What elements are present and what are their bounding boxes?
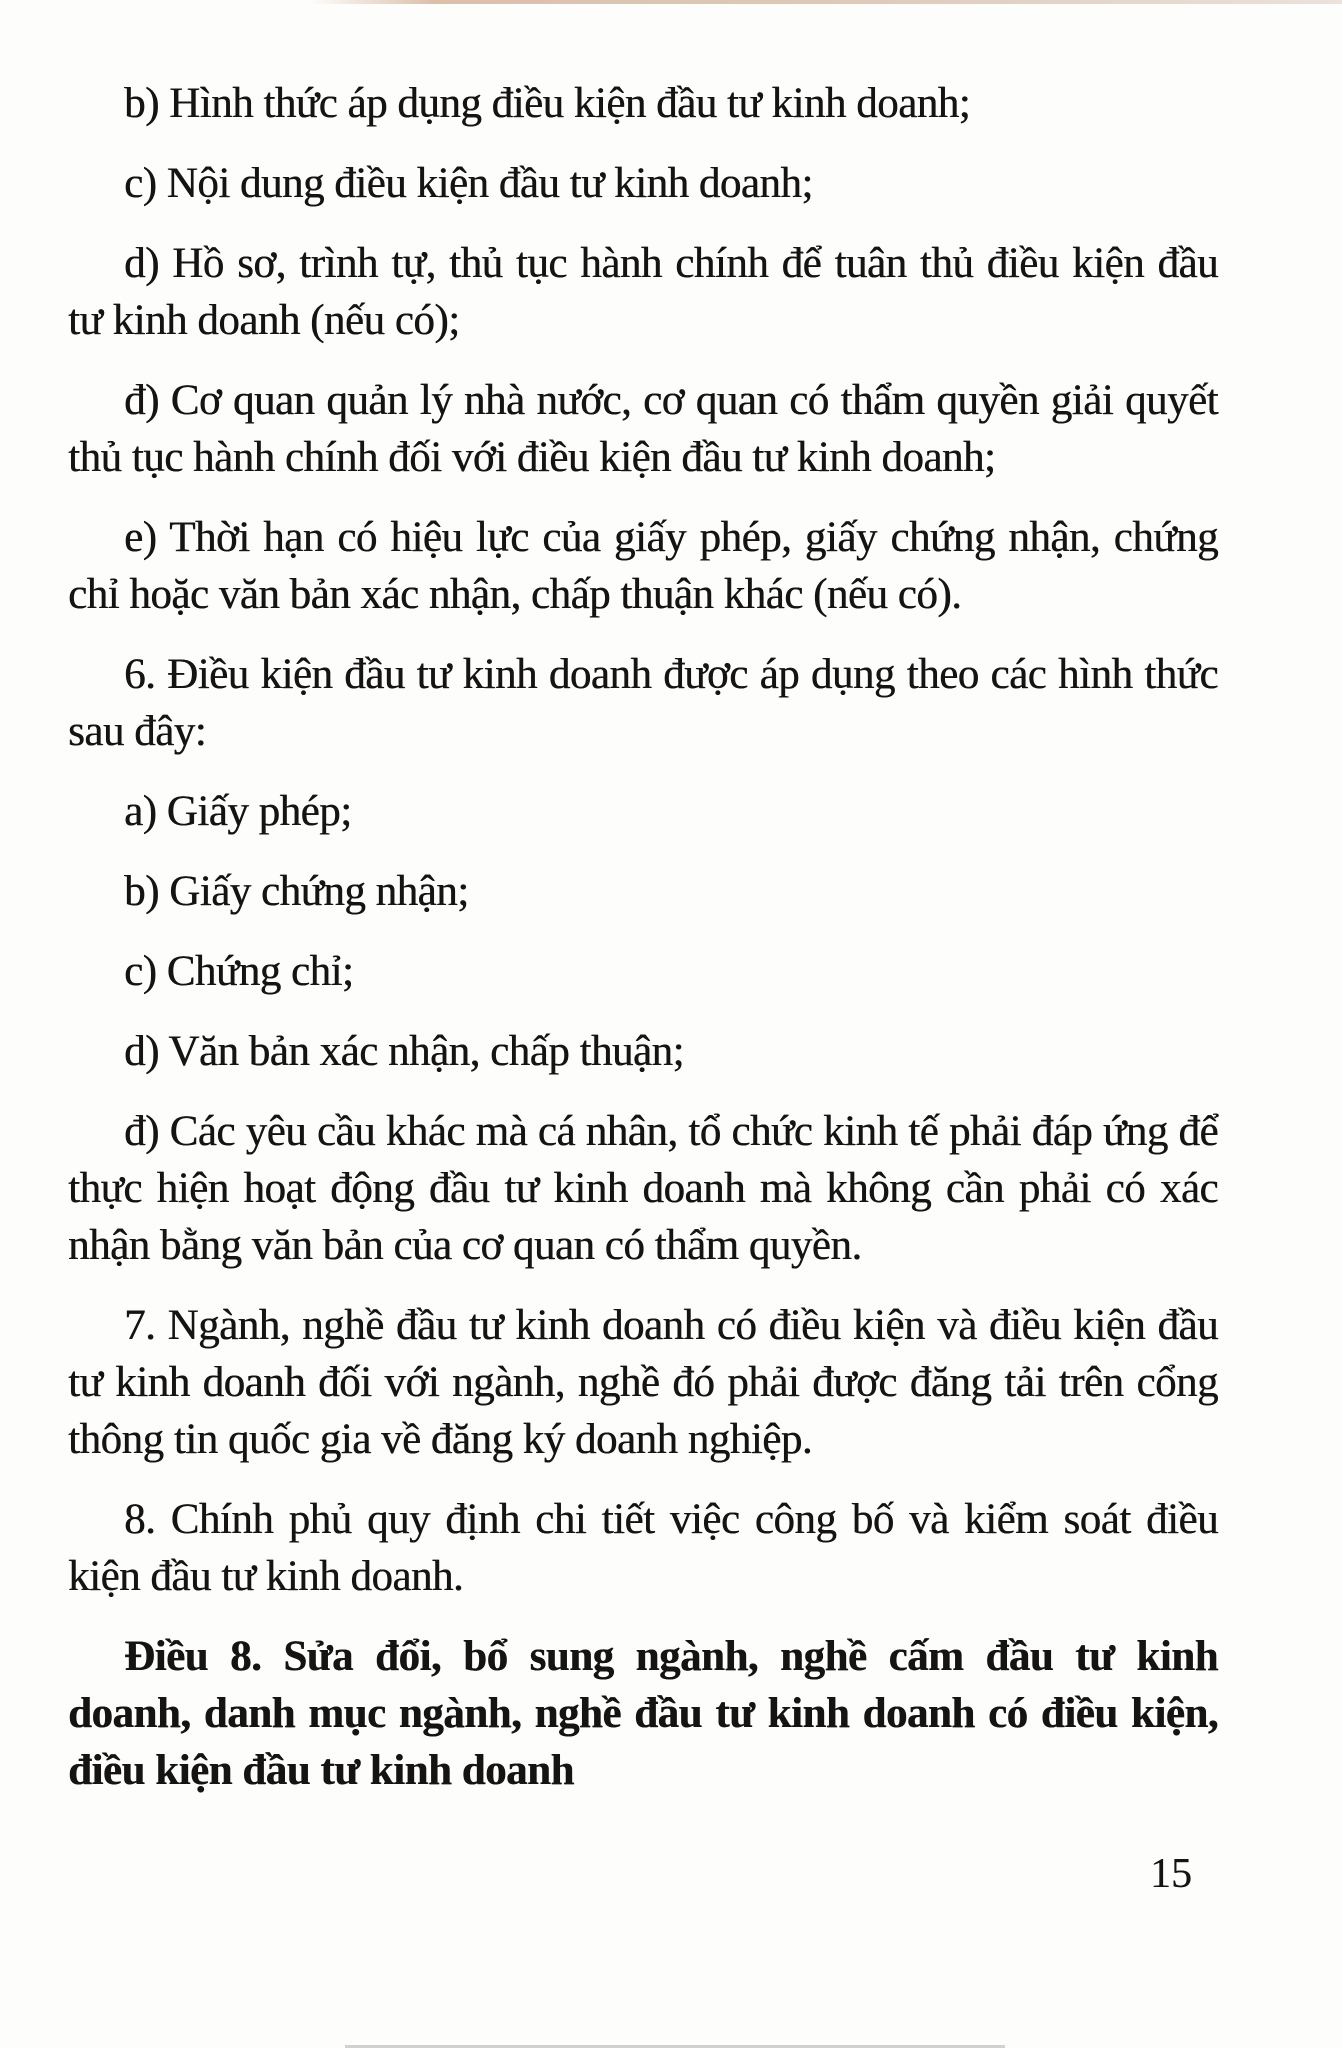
clause-6-item-b: b) Giấy chứng nhận; <box>124 868 469 915</box>
clause-5-item-e: e) Thời hạn có hiệu lực của giấy phép, giấy chứng nhận, chứng chỉ hoặc văn bản xác nhận, chấp thuận khác (nếu có). <box>68 514 1218 618</box>
article-8-heading: Điều 8. Sửa đổi, bổ sung ngành, nghề cấm đầu tư kinh doanh, danh mục ngành, nghề đầu tư kinh doanh có điều kiện, điều kiện đầu tư kinh doanh <box>68 1633 1218 1794</box>
clause-6-item-d: d) Văn bản xác nhận, chấp thuận; <box>124 1028 684 1075</box>
clause-6-item-c: c) Chứng chỉ; <box>124 948 354 995</box>
clause-6-item-a: a) Giấy phép; <box>124 788 352 835</box>
clause-5-item-d: d) Hồ sơ, trình tự, thủ tục hành chính để tuân thủ điều kiện đầu tư kinh doanh (nếu có); <box>68 240 1218 344</box>
document-text-block <box>68 75 1218 1822</box>
clause-7: 7. Ngành, nghề đầu tư kinh doanh có điều kiện và điều kiện đầu tư kinh doanh đối với ngành, nghề đó phải được đăng tải trên cổng thông tin quốc gia về đăng ký doanh nghiệp. <box>68 1302 1218 1463</box>
clause-5-item-b: b) Hình thức áp dụng điều kiện đầu tư kinh doanh; <box>124 80 971 127</box>
clause-6-intro: 6. Điều kiện đầu tư kinh doanh được áp dụng theo các hình thức sau đây: <box>68 651 1218 755</box>
clause-8: 8. Chính phủ quy định chi tiết việc công bố và kiểm soát điều kiện đầu tư kinh doanh. <box>68 1496 1218 1600</box>
page-number: 15 <box>1150 1851 1192 1897</box>
scan-edge-artifact-top <box>310 0 1342 4</box>
clause-5-item-c: c) Nội dung điều kiện đầu tư kinh doanh; <box>124 160 813 207</box>
clause-6-item-dd: đ) Các yêu cầu khác mà cá nhân, tổ chức kinh tế phải đáp ứng để thực hiện hoạt động đầu tư kinh doanh mà không cần phải có xác nhận bằng văn bản của cơ quan có thẩm quyền. <box>68 1108 1218 1269</box>
clause-5-item-dd: đ) Cơ quan quản lý nhà nước, cơ quan có thẩm quyền giải quyết thủ tục hành chính đối với điều kiện đầu tư kinh doanh; <box>68 377 1218 481</box>
